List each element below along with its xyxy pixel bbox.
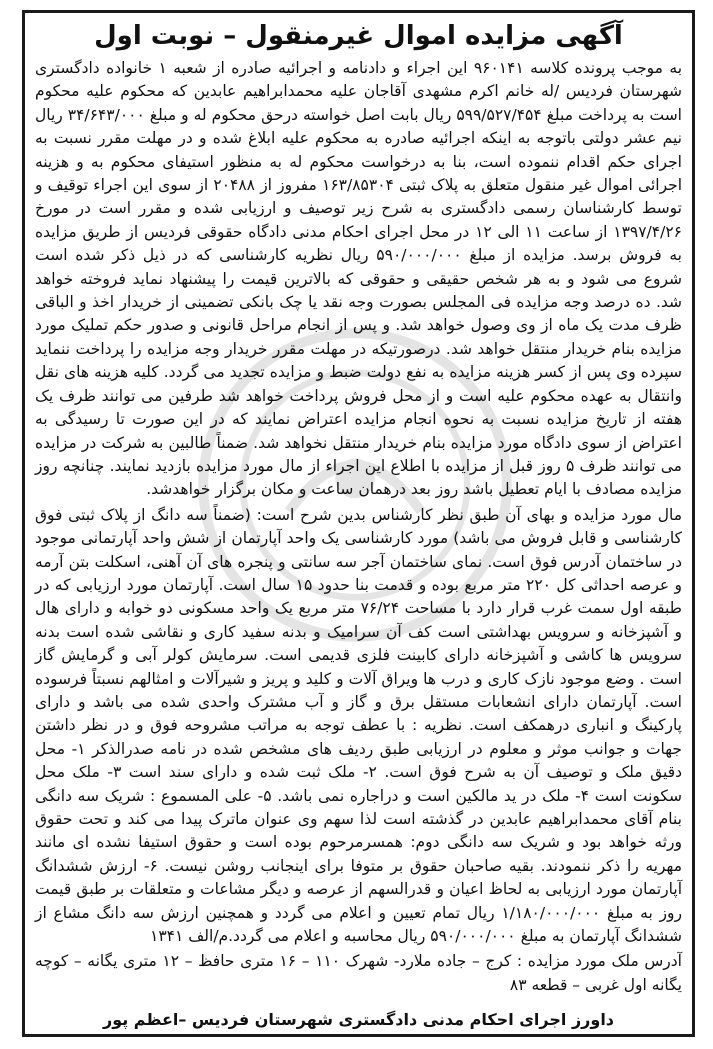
notice-paragraph-appraisal: مال مورد مزایده و بهای آن طبق نظر کارشناس بدین شرح است: (ضمناً سه دانگ از پلاک ثبتی فوق کارشناسی و قابل فروش می باشد) مورد کارشناسی یک واحد آپارتمان از شش واحد آپارتمانی موجود در ساختمان آدرس فوق است. نمای ساختمان آجر سه سانتی و پنجره های آن آهنی، اسکلت بتن آرمه و عرصه احداثی کل ۲۲۰ متر مربع بوده و قدمت بنا حدود ۱۵ سال است. آپارتمان مورد ارزیابی که در طبقه اول سمت غرب قرار دارد با مساحت ۷۶/۲۴ متر مربع یک واحد مسکونی دو خوابه و دارای هال و آشپزخانه و سرویس بهداشتی است کف آن سرامیک و بدنه سفید کاری و نقاشی شده است بدنه سرویس ها کاشی و آشپزخانه دارای کابینت فلزی قدیمی است. سرمایش کولر آبی و گرمایش گاز است . وضع موجود نازک کاری و درب ها ویراق آلات و کلید و پریز و شیرآلات و امثالهم نسبتاً فرسوده است. آپارتمان دارای انشعابات مستقل برق و گاز و آب مشترک واحدی شده می باشد و دارای پارکینگ و انباری درهمکف است. نظریه : با عطف توجه به مراتب مشروحه فوق و در نظر داشتن جهات و جوانب موثر و معلوم در ارزیابی طبق ردیف های مشخص شده در نامه صدرالذکر ۱- محل دقیق ملک و توصیف آن به شرح فوق است. ۲- ملک ثبت شده و دارای سند است ۳- ملک محل سکونت است ۴- ملک در ید مالکین است و دراجاره نمی باشد. ۵- علی المسموع : شریک سه دانگی بنام آقای محمدابراهیم عابدین در گذشته است لذا سهم وی عنوان ماترک پیدا می کند و تحت حقوق ورثه خواهد بود و شریک سه دانگی دوم: همسرمرحوم بوده است و حقوق استیفا نشده ای مانند مهریه را ذکر ننمودند. بقیه صاحبان حقوق بر متوفا برای اینجانب روشن نیست. ۶- ارزش ششدانگ آپارتمان مورد ارزیابی به لحاظ اعیان و قدرالسهم از عرصه و دیگر مشاعات و متعلقات بر طبق قیمت روز به مبلغ ۱/۱۸۰/۰۰۰/۰۰۰ ریال تمام تعیین و اعلام می گردد و همچنین ارزش سه دانگ مشاع از ششدانگ آپارتمان به مبلغ ۵۹۰/۰۰۰/۰۰۰ ریال محاسبه و اعلام می گردد.م/الف ۱۳۴۱ bbox=[35, 505, 683, 946]
notice-paragraph-address: آدرس ملک مورد مزایده : کرج – جاده ملارد- شهرک ۱۱۰ – ۱۶ متری حافظ – ۱۲ متری یگانه – کوچه یگانه اول غربی – قطعه ۸۳ bbox=[35, 952, 682, 994]
notice-frame bbox=[22, 10, 695, 1037]
notice-title: آگهی مزایده اموال غیرمنقول – نوبت اول bbox=[94, 21, 623, 51]
notice-paragraph-main: به موجب پرونده کلاسه ۹۶۰۱۴۱ این اجراء و دادنامه و اجرائیه صادره از شعبه ۱ خانواده دادگستری شهرستان فردیس /له خانم اکرم مشهدی آقاجان علیه محمدابراهیم عابدین که محکوم علیه محکوم است به پرداخت مبلغ ۵۹۹/۵۲۷/۴۵۴ ریال بابت اصل خواسته درحق محکوم له و مبلغ ۳۴/۶۴۳/۰۰۰ ریال نیم عشر دولتی باتوجه به اینکه اجرائیه صادره به محکوم علیه ابلاغ شده و در مهلت مقرر نسبت به اجرای حکم اقدام ننموده است، بنا به درخواست محکوم له به منظور استیفای محکوم به و هزینه اجرائی اموال غیر منقول متعلق به پلاک ثبتی ۱۶۳/۸۵۳۰۴ مفروز از ۲۰۴۸۸ از سوی این اجراء توقیف و توسط کارشناسان رسمی دادگستری به شرح زیر توصیف و ارزیابی شده و مقرر است در مورخ ۱۳۹۷/۴/۲۶ از ساعت ۱۱ الی ۱۲ در محل اجرای احکام مدنی دادگاه حقوقی فردیس از طریق مزایده به فروش برسد. مزایده از مبلغ ۵۹۰/۰۰۰/۰۰۰ ریال نظریه کارشناسی که در ذیل ذکر شده است شروع می شود و به هر شخص حقیقی و حقوقی که بالاترین قیمت را پیشنهاد نماید فروخته خواهد شد. ده درصد وجه مزایده فی المجلس بصورت وجه نقد یا چک بانکی تضمینی از خریدار اخذ و الباقی ظرف مدت یک ماه از وی وصول خواهد شد. و پس از انجام مراحل قانونی و صدور حکم تملیک مورد مزایده بنام خریدار منتقل خواهد شد. درصورتیکه در مهلت مقرر خریدار وجه مزایده را پرداخت ننماید سپرده وی پس از کسر هزینه مزایده به نفع دولت ضبط و مزایده تجدید می گردد. کلیه هزینه های نقل وانتقال به عهده محکوم علیه است و از محل فروش پرداخت خواهد شد طرفین می توانند ظرف یک هفته از تاریخ مزایده نسبت به نحوه انجام مزایده اعتراض نمایند که در این صورت تا رسیدگی به اعتراض از سوی دادگاه مورد مزایده بنام خریدار منتقل نخواهد شد. ضمناً طالبین به شرکت در مزایده می توانند ظرف ۵ روز قبل از مزایده با اطلاع این اجراء از مال مورد مزایده بازدید نمایند. چنانچه روز مزایده مصادف با ایام تعطیل باشد روز بعد درهمان ساعت و مکان برگزار خواهدشد. bbox=[35, 59, 683, 499]
notice-signature: داورز اجرای احکام مدنی دادگستری شهرستان فردیس –اعظم پور bbox=[102, 1010, 615, 1030]
